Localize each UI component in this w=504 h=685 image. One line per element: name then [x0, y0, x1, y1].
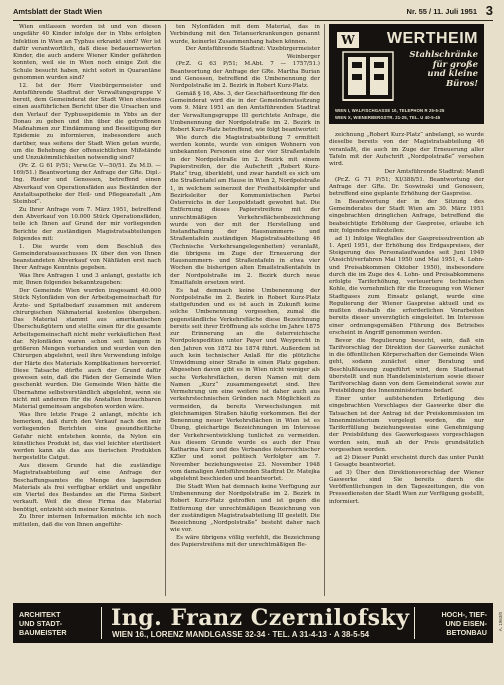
tagline-line: Büros! — [445, 78, 478, 89]
ad-tagline — [409, 51, 478, 89]
paragraph: Was Ihre Anfragen 1 und 3 anlangt, gestatte ich mir, Ihnen folgendes bekanntzugeben: — [13, 273, 161, 287]
column-3 — [329, 132, 484, 598]
ad-line: BETONBAU — [446, 628, 487, 637]
signature: Der Amtsführende Stadtrat: Vizebürgermeister Weinberger — [185, 46, 320, 60]
wertheim-advertisement — [329, 24, 484, 124]
column-divider — [324, 24, 325, 596]
ad-profession — [19, 610, 85, 637]
paragraph: (Pr.Z. G 71 P/51; XI/388/51. Beantwortung der Anfrage der GRe. Dr. Soswinski und Genossen, betreffend eine geplante Erhöhung der Gaspreise. — [329, 176, 484, 197]
paragraph: Wie durch die Magistratsabteilung 7 ermittelt werden konnte, wurde von einigen Wohnern von unbekannten Personen eine der vier Straßentafeln in der Nordpolstraße im 2. Bezirk mit einem Papierstreifen, der die Aufschrift „Robert Kurz-Platz“ trug, überklebt, und zwar handelt es sich um die Straßentafel am Hause in Wien 2, Nordpolstraße 1, in welchem seinerzeit der Freiheitskämpfer und Bezirksleiter der Kommunistischen Partei Österreichs in der Leopoldstadt gewohnt hat. Die Entfernung dieses Papierstreifens mit der unrechtmäßigen Verkehrsflächenbezeichnung wurde von der mit der Herstellung und Instandhaltung der Hausnummern- und Straßentafeln zuständigen Magistratsabteilung 46 (Technische Verkehrsangelegenheiten) veranlaßt, die übrigens im Zuge der Erneuerung der Hausnummern- und Straßentafeln in etwa vier Wochen die bisherigen alten Emailstraßentafeln in der Nordpolstraße im 2. Bezirk durch neue Emailtafeln ersetzen wird. — [170, 134, 320, 286]
paragraph: (Pr. Z. G 61 P/51; Verw.Gr. V—50/51. Zu M.D. —169/51.) Beantwortung der Anfrage der GRe. Dipl.-Ing. Rieder und Genossen, betreffend einen Abverkauf von Operationsfäden aus Beständen der Anstaltsapotheke der Heil- und Pflegeanstalt „Am Steinhof“. — [13, 162, 161, 205]
publication-title: Amtsblatt der Stadt Wien — [13, 7, 103, 16]
paragraph: (Pr.Z. G 63 P/51; M.Abt. 7 — 1757/51.) Beantwortung der Anfrage der GRe. Martha Burian und Genossen, betreffend die Umbenennung der Nordpolstraße im 2. Bezirk in Robert Kurz-Platz. — [170, 61, 320, 89]
ad-line: HOCH-, TIEF- — [441, 610, 487, 619]
ad-line: BAUMEISTER — [19, 628, 67, 637]
tagline-line: und kleine — [427, 69, 478, 79]
paragraph: Wien entlassen worden ist und von diesen ungefähr 40 Kinder infolge der in Ybbs erfolgten Infektion in Wien an Typhus erkrankt sind? Wer ist dafür verantwortlich, daß diese bedauernswerten Kinder, die auch andere Wiener Kinder gefährden konnten, weil sie in Wien noch einige Zeit die Schule besucht haben, nicht sofort in Quarantäne genommen wurden sind? — [13, 24, 161, 81]
printer-mark: A. 1963/0 — [498, 612, 503, 632]
paragraph: Aus diesem Grunde hat die zuständige Magistratsabteilung auf eine Anfrage der Beschaffungsamtes die Menge des lagernden Materials als frei verfügbar erklärt und ungefähr ein Viertel des Bestandes an die Firma Siebert verkauft. Weil die diese Firma das Material benötigt, entzieht sich meiner Kenntnis. — [13, 463, 161, 513]
paragraph: Der Gemeinde Wien wurden insgesamt 40.000 Stück Nylonfäden von der Arbeitsgemeinschaft für Ärzte- und Spitalbedarf zusammen mit anderem chirurgischen Nähmaterial kostenlos übergeben. Das Material stammt aus amerikanischen Überschußgütern und stellte einen für die gesamte Arbeitsgemeinschaft nicht mehr verkäuflichen Rest dar. Nylonfäden waren schon seit langem in größeren Mengen vorhanden und wurden von den Chirurgen abgelehnt, weil ihre Verwendung infolge der Härte des Materials Komplikationen hervorrief. Diese Tatsache dürfte auch der Grund dafür gewesen sein, daß die Fäden der Gemeinde Wien geschenkt wurden. Die Gemeinde Wien hätte die Übernahme selbstverständlich abgelehnt, wenn sie nicht mit anderem für die Anstalten brauchbaren Material gemeinsam angeboten worden wäre. — [13, 288, 161, 410]
paragraph: Zu Ihrer internen Information möchte ich noch mitteilen, daß die von Ihnen angeführ- — [13, 514, 161, 528]
ad-company-address: WIEN 16., LORENZ MANDLGASSE 32-34 · TEL. A 31-4-13 · A 38-5-54 — [112, 630, 370, 639]
column-2 — [170, 24, 320, 598]
ad-line: UND STADT- — [19, 619, 62, 628]
column-divider — [165, 24, 166, 596]
ad-brand: WERTHEIM — [386, 30, 478, 47]
paragraph: Bevor die Regulierung besucht, sein, daß ein Tarifvorschlag der Direktion der Gaswerke zunächst in die öffentlichen Körperschaften der Gemeinde Wien geht, sodann zunächst einer Beratung und Beschlußfassung zugeführt wird, dem Stadtsenat überstellt und nun Handelsministerium sowie dieser Tarifvorschlag dann von dem Gemeinderat sowie zur Preisbildung des Innenministeriums bedarf. — [329, 337, 484, 395]
paragraph: ad 3) Über den Direktionsvorschlag der Wiener Gaswerke sind Sie bereits durch die Veröffentlichungen in den Tageszeitungen, die von Pressediensten der Stadt Wien zur Verfügung gestellt, informiert. — [329, 469, 484, 505]
page-header — [13, 3, 493, 21]
page-number: 3 — [485, 3, 493, 18]
ad-divider — [101, 607, 102, 639]
ad-services — [421, 610, 487, 637]
ad-address: WIEN X, WIENERBERGSTR. 21-25, TEL. U 40-5-45 — [335, 115, 441, 120]
tagline-line: für große — [432, 59, 478, 70]
column-1 — [13, 24, 161, 598]
paragraph: ad 1) Infolge Wegfalles der Gaspreissubvention ab 1. April 1951, der Erhöhung des Erdgaspreises, der Steigerung des Personalaufwandes seit Juni 1949 (Ansicht/verfahren Mai 1950 und Mai 1951, 4. Lohn- und Preisabkommen Oktober 1950), insbesondere durch die im Zuge des 4. Lohn- und Preisabkommens erfolgte Tariferhöhung, verteuertere technischen Kohle, die vornehmlich für die Erzeugung von Wiener Stadtgases zum Einsatz gelangt, wurde eine Regulierung der Wiener Gaspreise aktuell und es mußten deshalb die erforderlichen Vorarbeiten bereits dieser unverzüglich eingeleitet. Im Interesse einer ordnungsgemäßen Führung des Betriebes erscheint in Angriff genommen werden. — [329, 235, 484, 336]
paragraph: zeichnung „Robert Kurz-Platz“ anbelangt, so wurde dieselbe bereits von der Magistratsabteilung 46 veranlaßt, die auch im Zuge der Erneuerung aller Tafeln mit der Aufschrift „Nordpolstraße“ versehen wird. — [329, 132, 484, 167]
paragraph: ten Nylonfäden mit dem Material, das in Verbindung mit den Tetanuerkrankungen genannt wurde, keinerlei Zusammenhang haben können. — [170, 24, 320, 45]
ad-line: ARCHITEKT — [19, 610, 61, 619]
ad-address: WIEN I, WALFISCHGASSE 10, TELEPHON R 25-5-25 — [335, 108, 445, 113]
paragraph: In Beantwortung der in der Sitzung des Gemeinderates der Stadt Wien am 30. März 1951 eingebrachten dringlichen Anfrage, betreffend die beabsichtigte Erhöhung der Gaspreise, erlaube ich mir, folgendes mitzuteilen: — [329, 198, 484, 234]
paragraph: ad 2) Dieser Punkt erscheint durch das unter Punkt 1 Gesagte beantwortet. — [329, 454, 484, 468]
ad-divider — [414, 607, 415, 639]
ad-company-name: Ing. Franz Czernilofsky — [111, 605, 410, 631]
ad-line: UND EISEN- — [445, 619, 487, 628]
paragraph: Die Stadt Wien hat demnach keine Verfügung zur Umbenennung der Nordpolstraße im 2. Bezirk in Robert Kurz-Platz getroffen und ist gegen die Entfernung der unrechtmäßigen Bezeichnung von der zuständigen Magistratsabteilung III gestellt. Die Bezeichnung „Nordpolstraße“ besteht daher nach wie vor. — [170, 483, 320, 534]
paragraph: Einer unter aufstehenden Erledigung des eingebrachten Vorschlages der Gaswerke über die Tatsachen ist der Antrag ist der Preiskommission im Innenministerium vorgelegt worden, die nur Tariferfüllung beziehungsweise eine Genehmigung der Preisbildung des Gaswerksgases vorgeschlagen worden sein, muß ab der Preis grundsätzlich vorgesehen worden. — [329, 396, 484, 453]
signature: Der Amtsführende Stadtrat: Mandl — [384, 168, 484, 175]
issue-date: Nr. 55 / 11. Juli 1951 — [406, 7, 477, 16]
paragraph: Zu Ihrer Anfrage vom 7. März 1951, betreffend den Abverkauf von 10.000 Stück Operationsfäden, teile ich Ihnen auf Grund der mir vorliegenden Berichte der zuständigen Magistratsabteilungen folgendes mit: — [13, 206, 161, 242]
tagline-line: Stahlschränke — [409, 50, 478, 60]
paragraph: Es wäre übrigens völlig verfehlt, die Bezeichnung des Papierstreifens mit der unrechtmäßigen Be- — [170, 535, 320, 549]
paragraph: Gemäß § 16, Abs. 3, der Geschäftsordnung für den Gemeinderat wird die in der Gemeinderatssitzung vom 9. März 1951 an den Amtsführenden Stadtrat der Verwaltungsgruppe III gerichtete Anfrage, die Umbenennung der Nordpolstraße im 2. Bezirk in Robert Kurz-Platz betreffend, wie folgt beantwortet: — [170, 90, 320, 133]
czernilofsky-advertisement — [13, 603, 493, 643]
logo-letter: W — [341, 33, 355, 47]
paragraph: 1. Die wurde vom dem Beschluß des Gemeinderatsausschusses IX über den von Ihnen beanstandeten Abverkauf von Nähfäden erst nach Ihrer Anfrage Kenntnis gegeben. — [13, 243, 161, 272]
paragraph: Es hat demnach keine Umbenennung der Nordpolstraße im 2. Bezirk in Robert Kurz-Platz stattgefunden und es ist auch in Zukunft keine solche Umbenennung vorgesehen, zumal die gegenständliche Verkehrsfläche diese Bezeichnung bereits seit ihrer Eröffnung als solche im Jahre 1875 zur Erinnerung an die österreichische Nordpolexpedition unter Payer und Weyprecht in den Jahren von 1872 bis 1874 führt. Außerdem ist auch kein technischer Anlaß für die plötzliche Umwidmung einer Straße in einen Platz gegeben. Abgesehen davon gibt es in Wien nicht weniger als sechs Verkehrsflächen, deren Namen mit dem Namen „Kurz“ zusammengesetzt sind. Ihre Vermehrung um eine weitere ist daher auch aus verkehrstechnischen Gründen nach Möglichkeit zu vermeiden, da bereits Verwechslungen mit gleichnamigen Straßen häufig vorkommen. Bei der Benennung neuer Verkehrsflächen in Wien ist es Übung, gleichartige Bezeichnungen im Interesse der Verkehrsentwicklung tunlichst zu vermeiden. Aus diesem Grunde wurde es auch der Frau Katharina Kurz und des Verbandes österreichischer KZler und sonst politisch Verfolgter am 7. November beziehungsweise 23. November 1948 vom damaligen Amtsführenden Stadtrat Dr. Matejka abgelehnt beschieden und beantwortet. — [170, 287, 320, 482]
paragraph: Was Ihre letzte Frage 2 anlangt, möchte ich bemerken, daß durch den Verkauf nach den mir vorliegenden Berichten eine gesundheitliche Gefahr nicht entstehen konnte, da Nylon ein künstliches Produkt ist, das viel leichter sterilisiert werden kann als das aus tierischen Produkten hergestellte Catgut. — [13, 411, 161, 462]
paragraph: 12. Ist der Herr Vizebürgermeister und Amtsführende Stadtrat der Verwaltungsgruppe V bereit, dem Gemeinderat der Stadt Wien ehestens einen ausführlichen Bericht über die Ursachen und den Verlauf der Typhusepidemie in Ybbs an der Donau zu geben und ihn über die getroffenen Maßnahmen zur Eindämmung und Beseitigung der Epidemie zu informieren, insbesondere auch darüber, was seitens der Stadt Wien getan wurde, um die Behebung der offensichtlichen Mißstände und Unzukömmlichkeiten notwendig sind? — [13, 82, 161, 161]
